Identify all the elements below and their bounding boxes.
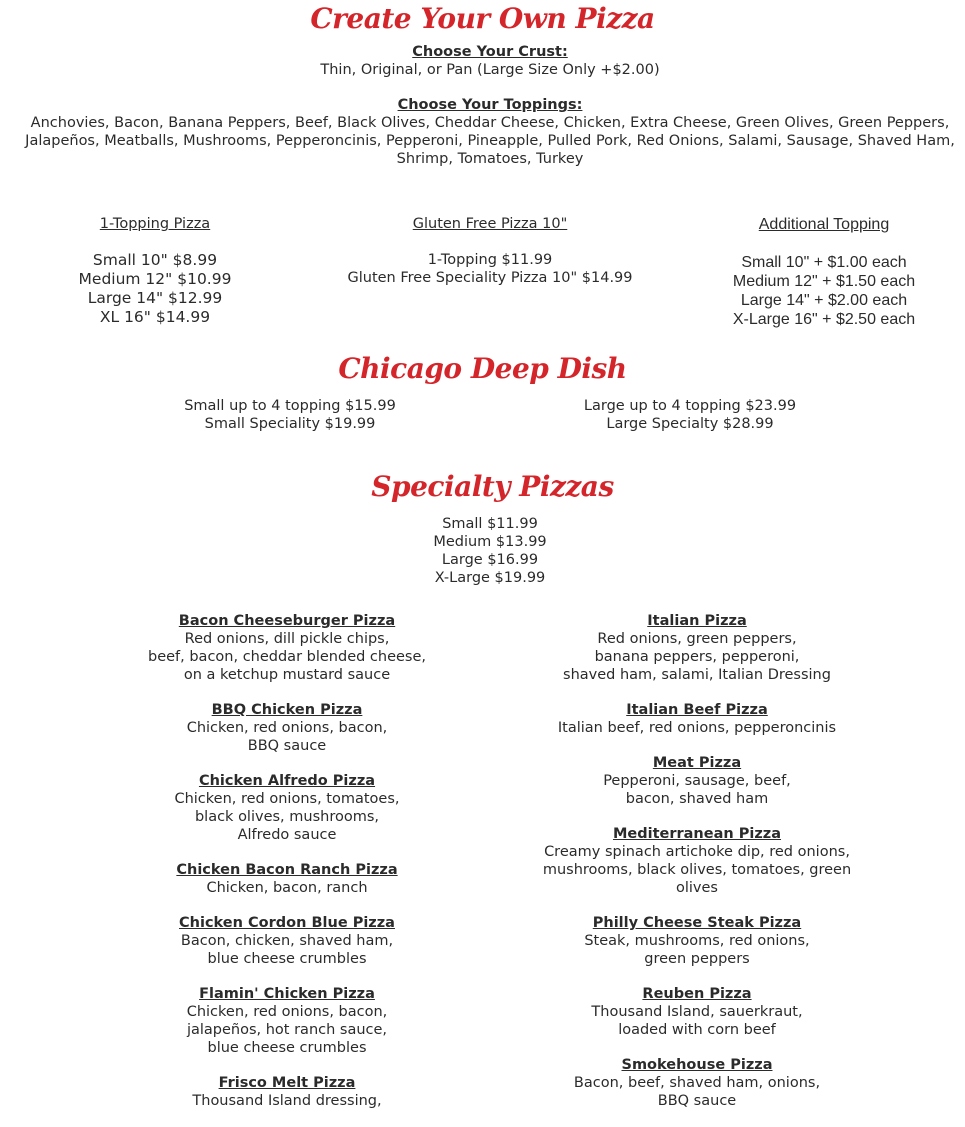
one-topping-heading: 1-Topping Pizza	[99, 216, 211, 232]
specialty-pizzas-title: Specialty Pizzas	[371, 470, 614, 503]
pizza-desc: Chicken, bacon, ranch	[206, 880, 368, 896]
additional-topping-heading: Additional Topping	[758, 216, 890, 233]
price-line: Medium 12" $10.99	[78, 270, 232, 288]
pizza-desc: Alfredo sauce	[237, 827, 337, 843]
price-line: Large 14" $12.99	[87, 289, 223, 307]
price-line: Large up to 4 topping $23.99	[583, 398, 797, 414]
pizza-name: Philly Cheese Steak Pizza	[592, 915, 802, 931]
chicago-deep-dish-title: Chicago Deep Dish	[338, 352, 627, 385]
pizza-name: Mediterranean Pizza	[612, 826, 782, 842]
pizza-desc: mushrooms, black olives, tomatoes, green	[542, 862, 852, 878]
pizza-desc: Pepperoni, sausage, beef,	[603, 773, 791, 789]
price-line: Small $11.99	[442, 516, 538, 532]
pizza-name: Flamin' Chicken Pizza	[199, 986, 375, 1002]
price-line: Medium 12" + $1.50 each	[732, 273, 916, 290]
pizza-desc: blue cheese crumbles	[207, 1040, 367, 1056]
pizza-desc: BBQ sauce	[657, 1093, 737, 1109]
pizza-desc: beef, bacon, cheddar blended cheese,	[147, 649, 427, 665]
pizza-name: Italian Pizza	[647, 613, 747, 629]
pizza-desc: Red onions, dill pickle chips,	[184, 631, 390, 647]
pizza-desc: Bacon, chicken, shaved ham,	[180, 933, 394, 949]
pizza-name: Italian Beef Pizza	[626, 702, 768, 718]
price-line: Gluten Free Speciality Pizza 10" $14.99	[347, 270, 633, 286]
specialty-left-column	[137, 612, 437, 1127]
crust-section	[0, 43, 965, 79]
create-your-own-title: Create Your Own Pizza	[310, 2, 655, 35]
price-line: Small 10" + $1.00 each	[741, 254, 907, 271]
pizza-item	[537, 985, 857, 1039]
pizza-desc: Chicken, red onions, bacon,	[186, 1004, 388, 1020]
toppings-heading: Choose Your Toppings:	[397, 97, 583, 113]
pizza-item	[537, 914, 857, 968]
crust-text: Thin, Original, or Pan (Large Size Only +$2.00)	[320, 62, 660, 78]
price-line: Small Speciality $19.99	[204, 416, 376, 432]
one-topping-column	[40, 215, 270, 327]
pizza-name: Chicken Bacon Ranch Pizza	[176, 862, 398, 878]
deep-dish-large	[550, 397, 830, 433]
pizza-item	[137, 612, 437, 684]
pizza-item	[137, 985, 437, 1057]
pizza-name: Chicken Alfredo Pizza	[198, 773, 376, 789]
price-line: 1-Topping $11.99	[427, 252, 553, 268]
pizza-desc: green peppers	[644, 951, 750, 967]
pizza-desc: loaded with corn beef	[618, 1022, 776, 1038]
gluten-free-column	[330, 215, 650, 287]
pizza-desc: blue cheese crumbles	[207, 951, 367, 967]
price-line: Large 14" + $2.00 each	[740, 292, 908, 309]
pizza-item	[537, 612, 857, 684]
pizza-desc: jalapeños, hot ranch sauce,	[186, 1022, 388, 1038]
pizza-item	[137, 861, 437, 897]
crust-heading: Choose Your Crust:	[412, 44, 568, 60]
pizza-desc: on a ketchup mustard sauce	[183, 667, 391, 683]
pizza-desc: bacon, shaved ham	[625, 791, 769, 807]
pizza-desc: Thousand Island, sauerkraut,	[591, 1004, 803, 1020]
pizza-desc: Chicken, red onions, tomatoes,	[174, 791, 400, 807]
pizza-desc: Chicken, red onions, bacon,	[186, 720, 388, 736]
pizza-name: BBQ Chicken Pizza	[211, 702, 363, 718]
pizza-desc: Steak, mushrooms, red onions,	[584, 933, 810, 949]
pizza-desc: Creamy spinach artichoke dip, red onions,	[544, 844, 850, 860]
price-line: Small 10" $8.99	[92, 251, 218, 269]
pizza-name: Frisco Melt Pizza	[218, 1075, 356, 1091]
pizza-desc: banana peppers, pepperoni,	[594, 649, 800, 665]
price-line: X-Large $19.99	[434, 570, 546, 586]
pizza-name: Reuben Pizza	[642, 986, 752, 1002]
price-line: Medium $13.99	[433, 534, 547, 550]
price-line: Large $16.99	[441, 552, 539, 568]
price-line: XL 16" $14.99	[99, 308, 211, 326]
price-line: Small up to 4 topping $15.99	[184, 398, 396, 414]
pizza-item	[537, 825, 857, 897]
pizza-desc: Italian beef, red onions, pepperoncinis	[557, 720, 837, 736]
pizza-desc: Bacon, beef, shaved ham, onions,	[573, 1075, 821, 1091]
pizza-item	[137, 1074, 437, 1110]
pizza-name: Smokehouse Pizza	[621, 1057, 773, 1073]
pizza-desc: black olives, mushrooms,	[194, 809, 380, 825]
pizza-desc: Red onions, green peppers,	[597, 631, 797, 647]
deep-dish-small	[150, 397, 430, 433]
pizza-name: Chicken Cordon Blue Pizza	[179, 915, 395, 931]
pizza-item	[537, 1056, 857, 1110]
toppings-text: Anchovies, Bacon, Banana Peppers, Beef, Black Olives, Cheddar Cheese, Chicken, Extra Cheese, Green Olives, Green Peppers, Jalapeños, Meatballs, Mushrooms, Pepperoncinis, Pepperoni, Pineapple, Pulled Pork, Red Onions, Salami, Sausage, Shaved Ham, Shrimp, Tomatoes, Turkey	[25, 115, 955, 167]
pizza-name: Bacon Cheeseburger Pizza	[178, 613, 396, 629]
pizza-name: Meat Pizza	[652, 755, 742, 771]
toppings-section	[15, 96, 965, 168]
pizza-desc: Thousand Island dressing,	[192, 1093, 382, 1109]
pizza-item	[137, 701, 437, 755]
pizza-item	[537, 701, 857, 737]
specialty-right-column	[537, 612, 857, 1127]
price-line: Large Specialty $28.99	[606, 416, 774, 432]
pizza-item	[137, 914, 437, 968]
specialty-prices	[0, 515, 965, 587]
pizza-desc: shaved ham, salami, Italian Dressing	[563, 667, 831, 683]
pizza-item	[537, 754, 857, 808]
pizza-desc: BBQ sauce	[247, 738, 327, 754]
pizza-desc: olives	[676, 880, 718, 896]
gluten-free-heading: Gluten Free Pizza 10"	[412, 216, 568, 232]
pizza-item	[137, 772, 437, 844]
additional-topping-column	[704, 215, 944, 329]
price-line: X-Large 16" + $2.50 each	[732, 311, 916, 328]
